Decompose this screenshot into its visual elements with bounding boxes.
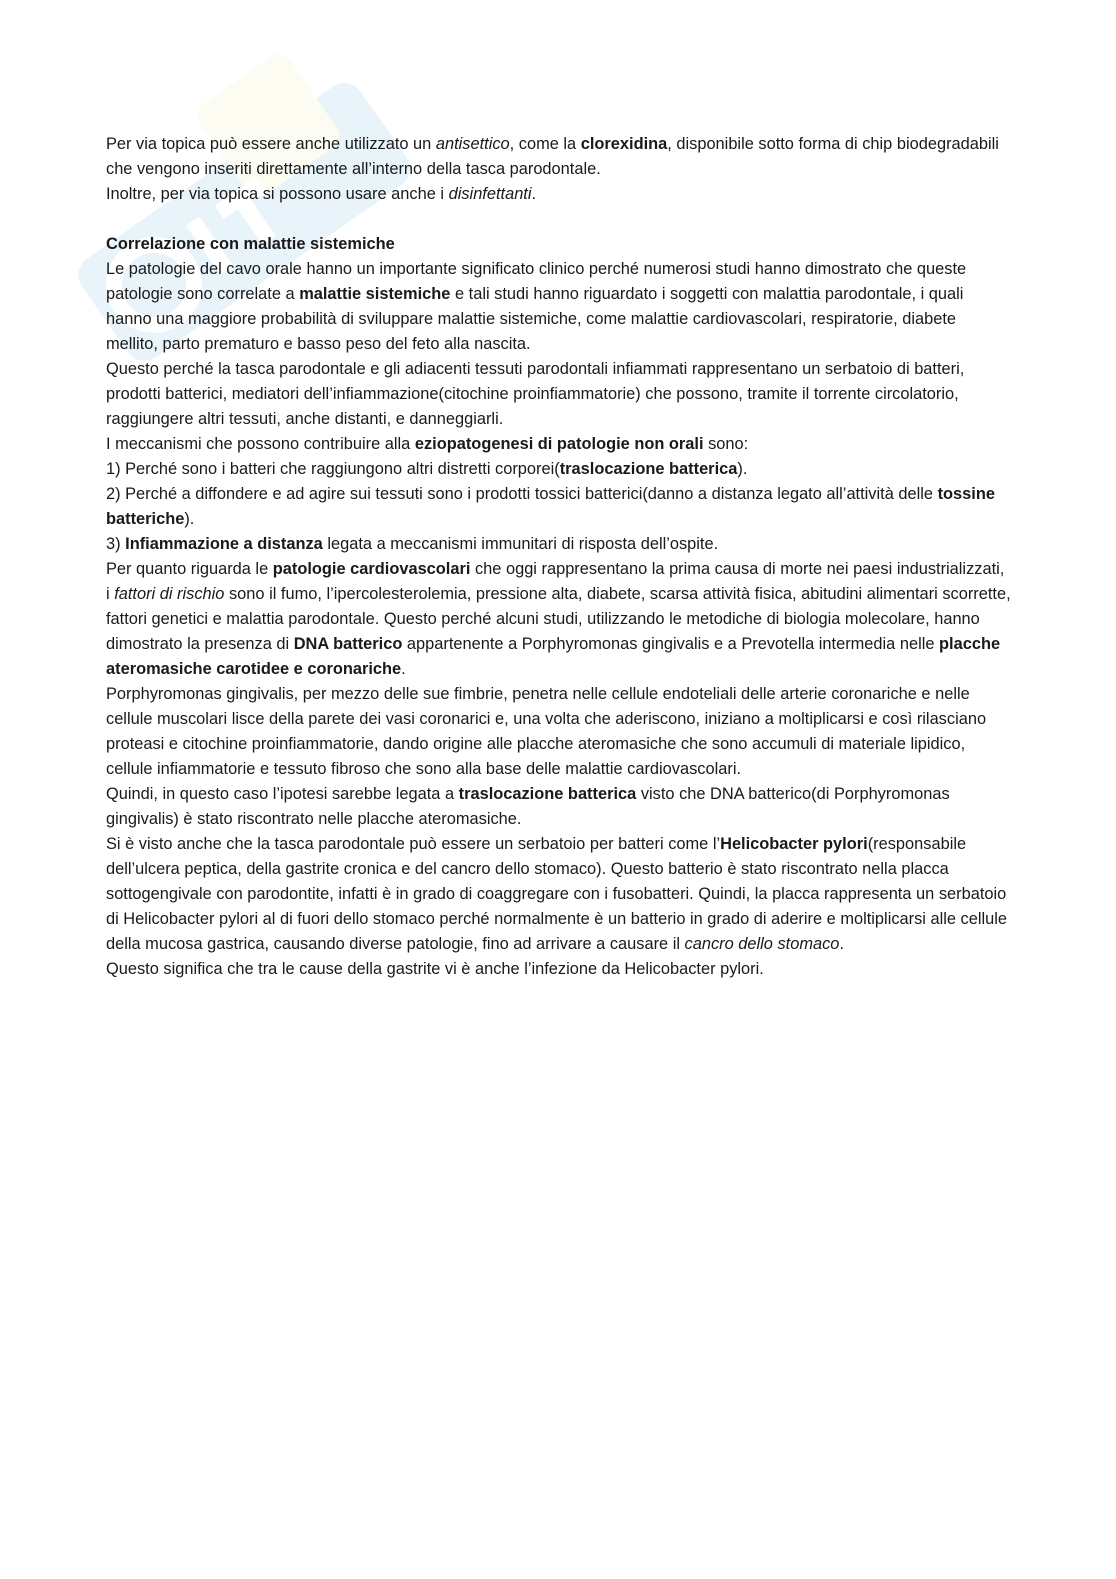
list-item-1: 1) Perché sono i batteri che raggiungono altri distretti corporei(traslocazione batterica). — [106, 460, 748, 478]
section-paragraph-7: Si è visto anche che la tasca parodontale può essere un serbatoio per batteri come l’Helicobacter pylori(responsabile dell’ulcera peptica, della gastrite cronica e del cancro dello stomaco). Questo batterio è stato riscontrato nella placca sottogengivale con parodontite, infatti è in grado di coaggregare con i fusobatteri. Quindi, la placca rappresenta un serbatoio di Helicobacter pylori al di fuori dello stomaco perché normalmente è un batterio in grado di aderire e moltiplicarsi alle cellule della mucosa gastrica, causando diverse patologie, fino ad arrivare a causare il cancro dello stomaco. — [106, 835, 1008, 953]
section-paragraph-6: Quindi, in questo caso l’ipotesi sarebbe legata a traslocazione batterica visto che DNA batterico(di Porphyromonas gingivalis) è stato riscontrato nelle placche ateromasiche. — [106, 785, 950, 828]
intro-paragraph-2: Inoltre, per via topica si possono usare anche i disinfettanti. — [106, 185, 537, 203]
list-item-2: 2) Perché a diffondere e ad agire sui tessuti sono i prodotti tossici batterici(danno a distanza legato all’attività delle tossine batteriche). — [106, 485, 995, 528]
document-body — [106, 132, 1011, 982]
section-paragraph-2: Questo perché la tasca parodontale e gli adiacenti tessuti parodontali infiammati rappresentano un serbatoio di batteri, prodotti batterici, mediatori dell’infiammazione(citochine proinfiammatorie) che possono, tramite il torrente circolatorio, raggiungere altri tessuti, anche distanti, e danneggiarli. — [106, 360, 965, 428]
section-paragraph-4: Per quanto riguarda le patologie cardiovascolari che oggi rappresentano la prima causa di morte nei paesi industrializzati, i fattori di rischio sono il fumo, l’ipercolesterolemia, pressione alta, diabete, scarsa attività fisica, abitudini alimentari scorrette, fattori genetici e malattia parodontale. Questo perché alcuni studi, utilizzando le metodiche di biologia molecolare, hanno dimostrato la presenza di DNA batterico appartenente a Porphyromonas gingivalis e a Prevotella intermedia nelle placche ateromasiche carotidee e coronariche. — [106, 560, 1011, 678]
section-paragraph-8: Questo significa che tra le cause della gastrite vi è anche l’infezione da Helicobacter pylori. — [106, 960, 764, 978]
list-item-3: 3) Infiammazione a distanza legata a meccanismi immunitari di risposta dell’ospite. — [106, 535, 719, 553]
section-heading: Correlazione con malattie sistemiche — [106, 235, 395, 253]
section-paragraph-1: Le patologie del cavo orale hanno un importante significato clinico perché numerosi studi hanno dimostrato che queste patologie sono correlate a malattie sistemiche e tali studi hanno riguardato i soggetti con malattia parodontale, i quali hanno una maggiore probabilità di sviluppare malattie sistemiche, come malattie cardiovascolari, respiratorie, diabete mellito, parto prematuro e basso peso del feto alla nascita. — [106, 260, 967, 353]
intro-paragraph-1: Per via topica può essere anche utilizzato un antisettico, come la clorexidina, disponibile sotto forma di chip biodegradabili che vengono inseriti direttamente all’interno della tasca parodontale. — [106, 135, 999, 178]
section-paragraph-3: I meccanismi che possono contribuire alla eziopatogenesi di patologie non orali sono: — [106, 435, 749, 453]
section-paragraph-5: Porphyromonas gingivalis, per mezzo delle sue fimbrie, penetra nelle cellule endoteliali delle arterie coronariche e nelle cellule muscolari lisce della parete dei vasi coronarici e, una volta che aderiscono, iniziano a moltiplicarsi e così rilasciano proteasi e citochine proinfiammatorie, dando origine alle placche ateromasiche che sono accumuli di materiale lipidico, cellule infiammatorie e tessuto fibroso che sono alla base delle malattie cardiovascolari. — [106, 685, 987, 778]
